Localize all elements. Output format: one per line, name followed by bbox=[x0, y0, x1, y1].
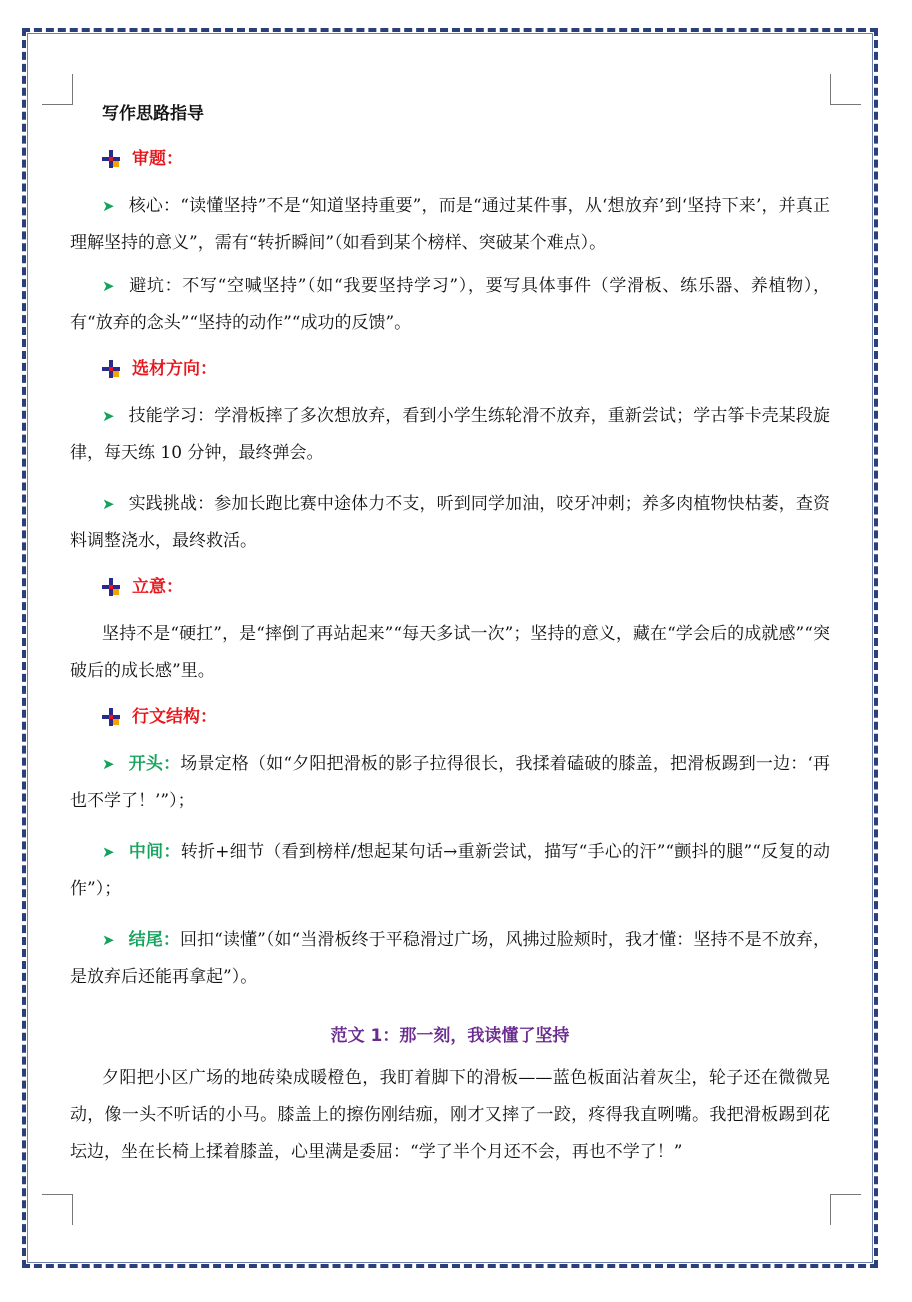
crop-mark-top-left bbox=[42, 74, 73, 105]
bullet-item-opening: ➤ 开头：场景定格（如“夕阳把滑板的影子拉得很长，我揉着磕破的膝盖，把滑板踢到一边：‘再也不学了！’”）； bbox=[70, 746, 830, 820]
cross-bullet-icon bbox=[102, 578, 120, 596]
section-heading-theme bbox=[70, 572, 830, 602]
cross-bullet-icon bbox=[102, 150, 120, 168]
bullet-item-practice: ➤ 实践挑战：参加长跑比赛中途体力不支，听到同学加油，咬牙冲刺；养多肉植物快枯萎，查资料调整浇水，最终救活。 bbox=[70, 486, 830, 560]
section-heading-material bbox=[70, 354, 830, 384]
section-heading-shenti bbox=[70, 144, 830, 174]
arrow-bullet-icon: ➤ bbox=[102, 277, 115, 295]
section-label: 立意： bbox=[132, 577, 183, 597]
arrow-bullet-icon: ➤ bbox=[102, 495, 115, 513]
bullet-item-core: ➤ 核心：“读懂坚持”不是“知道坚持重要”，而是“通过某件事，从‘想放弃’到‘坚持下来’，并真正理解坚持的意义”，需有“转折瞬间”（如看到某个榜样、突破某个难点）。 bbox=[70, 188, 830, 262]
bullet-item-ending: ➤ 结尾：回扣“读懂”（如“当滑板终于平稳滑过广场，风拂过脸颊时，我才懂：坚持不是不放弃，是放弃后还能再拿起”）。 bbox=[70, 922, 830, 996]
bullet-item-middle: ➤ 中间：转折+细节（看到榜样/想起某句话→重新尝试，描写“手心的汗”“颤抖的腿”“反复的动作”）； bbox=[70, 834, 830, 908]
document-body bbox=[70, 96, 830, 1171]
theme-paragraph: 坚持不是“硬扛”，是“摔倒了再站起来”“每天多试一次”；坚持的意义，藏在“学会后的成就感”“突破后的成长感”里。 bbox=[70, 624, 830, 681]
bullet-item-avoid: ➤ 避坑：不写“空喊坚持”（如“我要坚持学习”），要写具体事件（学滑板、练乐器、养植物），有“放弃的念头”“坚持的动作”“成功的反馈”。 bbox=[70, 268, 830, 342]
arrow-bullet-icon: ➤ bbox=[102, 843, 115, 861]
crop-mark-top-right bbox=[830, 74, 861, 105]
arrow-bullet-icon: ➤ bbox=[102, 197, 115, 215]
page-title: 写作思路指导 bbox=[102, 104, 204, 124]
section-label: 行文结构： bbox=[132, 707, 217, 727]
crop-mark-bottom-left bbox=[42, 1194, 73, 1225]
arrow-bullet-icon: ➤ bbox=[102, 407, 115, 425]
arrow-bullet-icon: ➤ bbox=[102, 755, 115, 773]
cross-bullet-icon bbox=[102, 708, 120, 726]
essay-title: 范文 1：那一刻，我读懂了坚持 bbox=[330, 1026, 570, 1046]
section-heading-structure bbox=[70, 702, 830, 732]
bullet-item-skill: ➤ 技能学习：学滑板摔了多次想放弃，看到小学生练轮滑不放弃，重新尝试；学古筝卡壳某段旋律，每天练 10 分钟，最终弹会。 bbox=[70, 398, 830, 472]
arrow-bullet-icon: ➤ bbox=[102, 931, 115, 949]
cross-bullet-icon bbox=[102, 360, 120, 378]
crop-mark-bottom-right bbox=[830, 1194, 861, 1225]
essay-paragraph: 夕阳把小区广场的地砖染成暖橙色，我盯着脚下的滑板——蓝色板面沾着灰尘，轮子还在微微晃动，像一头不听话的小马。膝盖上的擦伤刚结痂，刚才又摔了一跤，疼得我直咧嘴。我把滑板踢到花坛边，坐在长椅上揉着膝盖，心里满是委屈：“学了半个月还不会，再也不学了！” bbox=[70, 1068, 830, 1162]
section-label: 选材方向： bbox=[132, 359, 217, 379]
section-label: 审题： bbox=[132, 149, 183, 169]
